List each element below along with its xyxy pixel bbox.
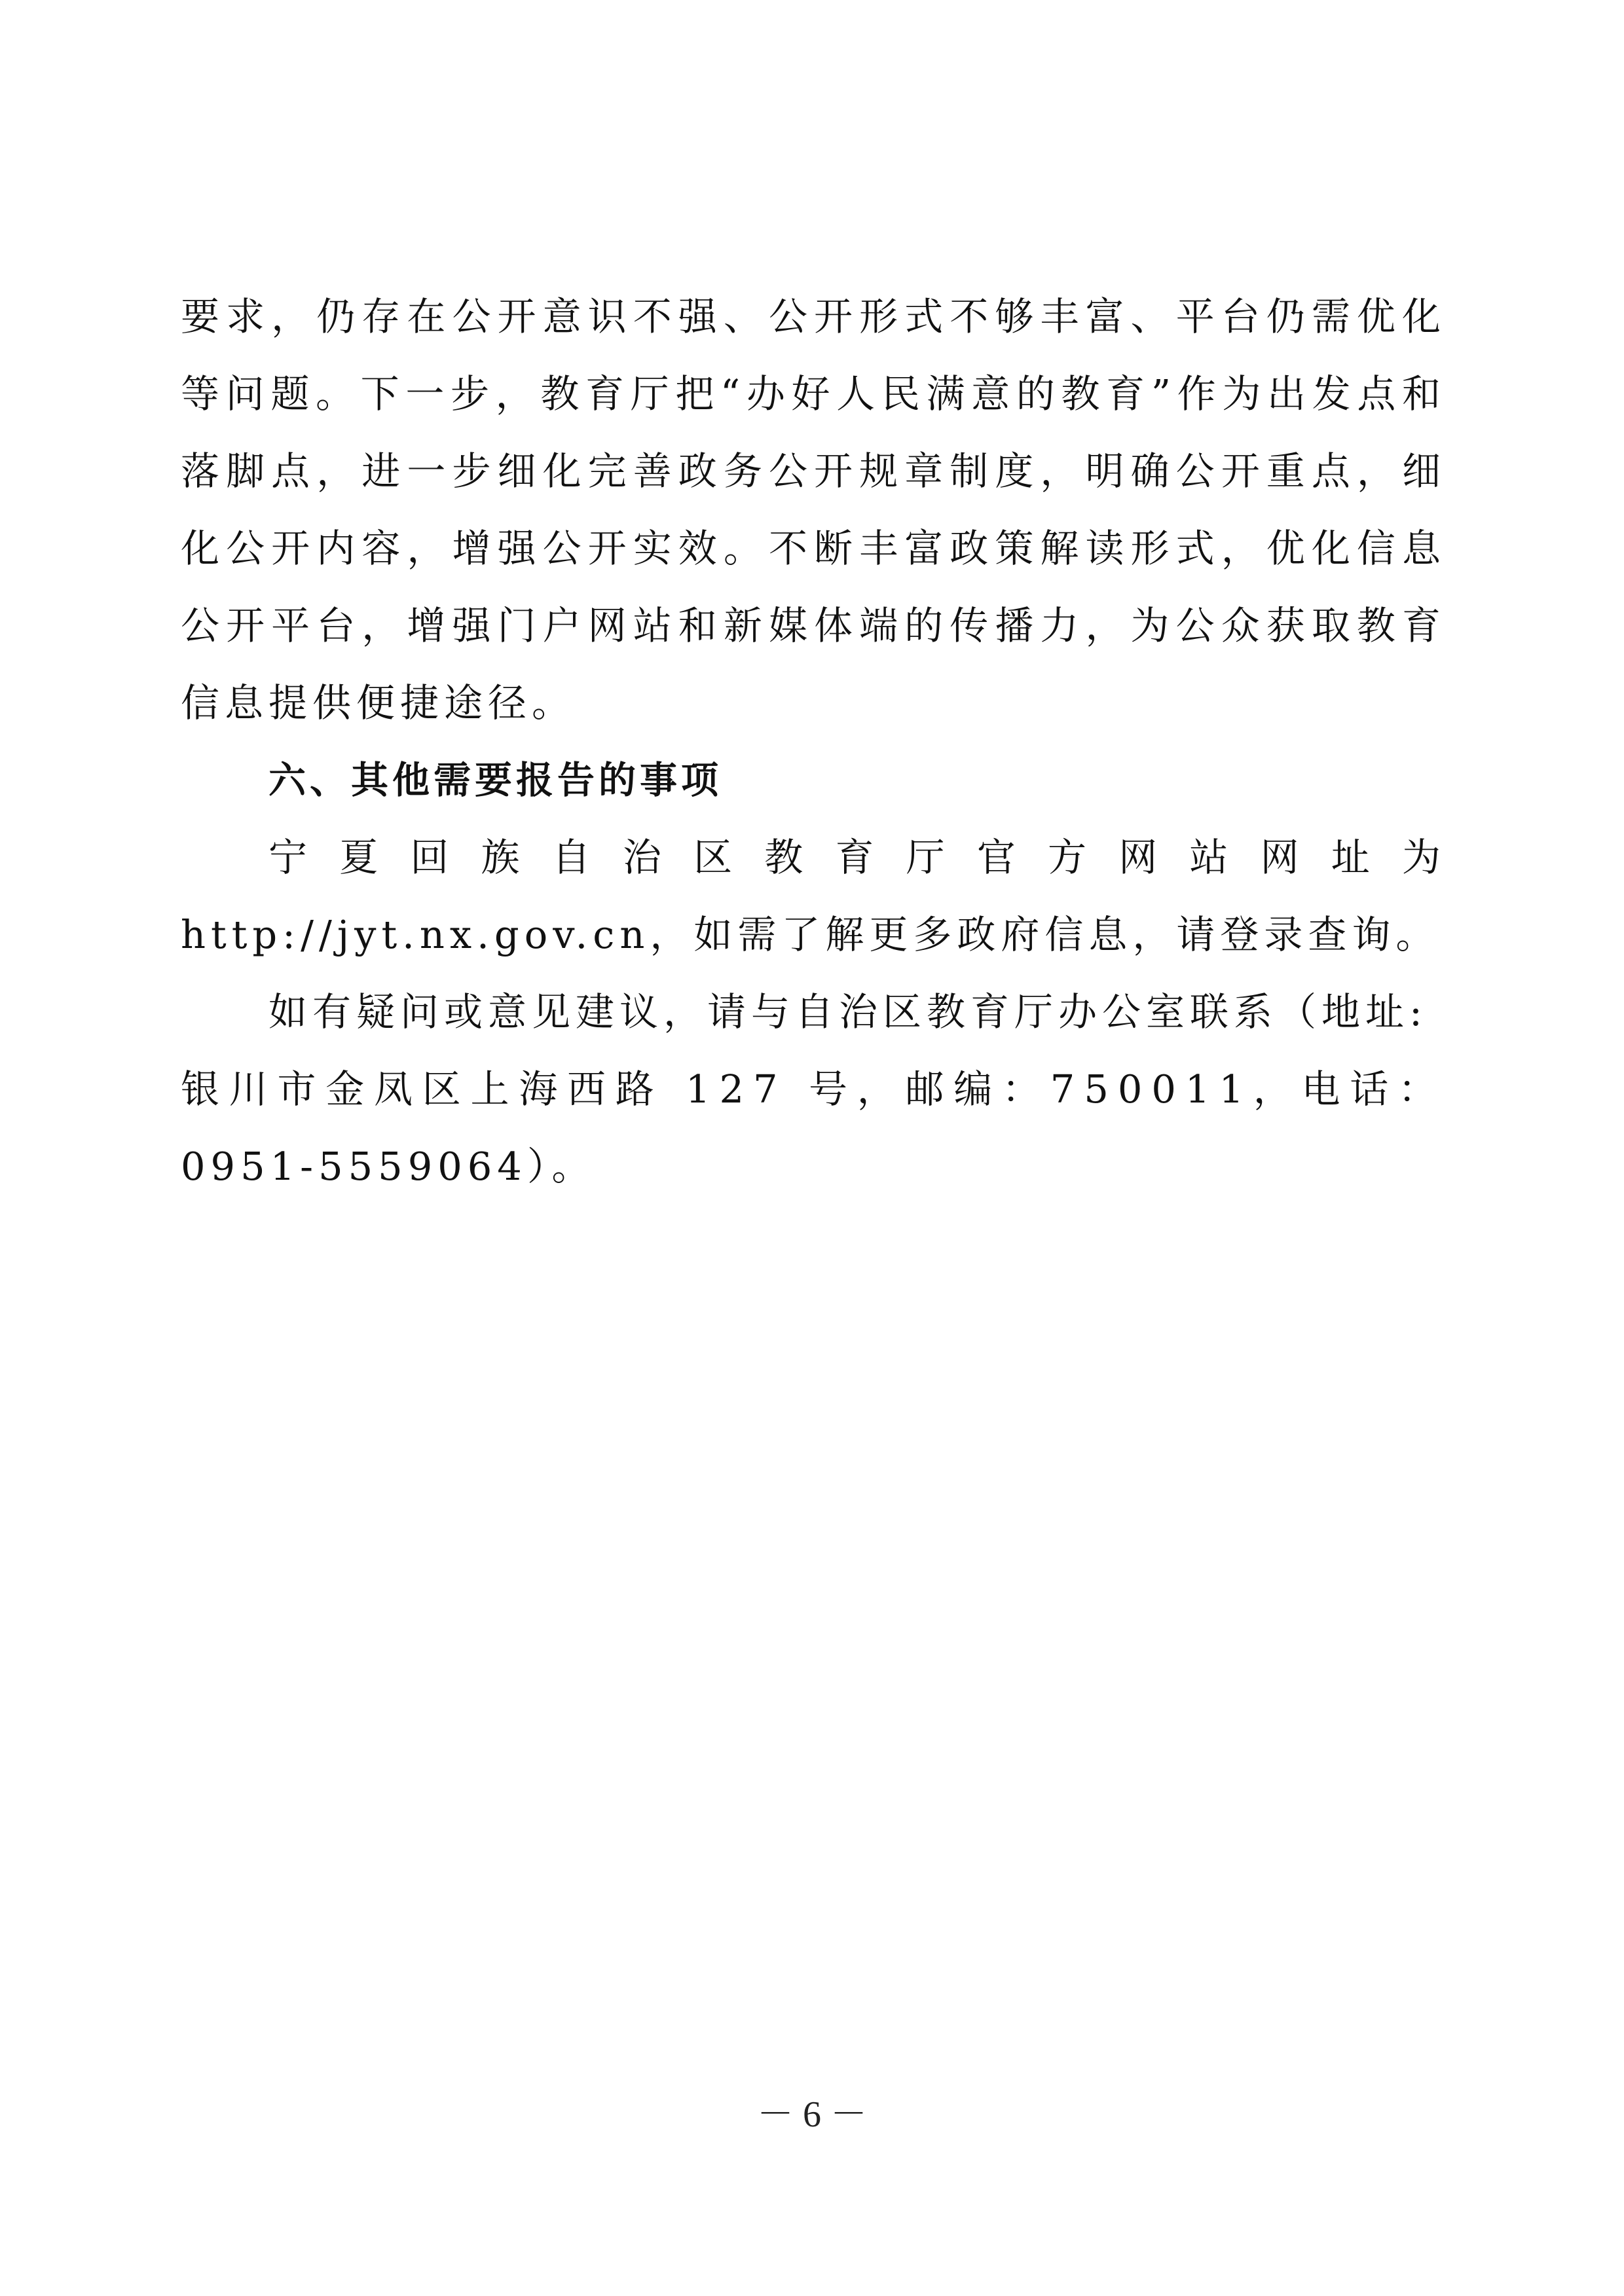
paragraph-contact-line2: 银川市金凤区上海西路 127 号，邮编：750011，电话： [181,1066,1446,1112]
page-number: － 6 － [757,2094,867,2135]
paragraph-conclusion: 要求，仍存在公开意识不强、公开形式不够丰富、平台仍需优化等问题。下一步，教育厅把“办好人民满意的教育”作为出发点和落脚点，进一步细化完善政务公开规章制度，明确公开重点，细化公开内容，增强公开实效。不断丰富政策解读形式，优化信息公开平台，增强门户网站和新媒体端的传播力，为公众获取教育信息提供便捷途径。 [181,294,1446,725]
section-heading-other-matters: 六、其他需要报告的事项 [268,759,722,802]
paragraph-website: 宁夏回族自治区教育厅官方网站网址为 http://jyt.nx.gov.cn，如需了解更多政府信息，请登录查询。 [181,835,1446,957]
document-body [181,278,1446,1205]
paragraph-contact-line1: 如有疑问或意见建议，请与自治区教育厅办公室联系（地址: [268,989,1428,1034]
paragraph-contact-line3: 0951-5559064）。 [181,1144,596,1189]
